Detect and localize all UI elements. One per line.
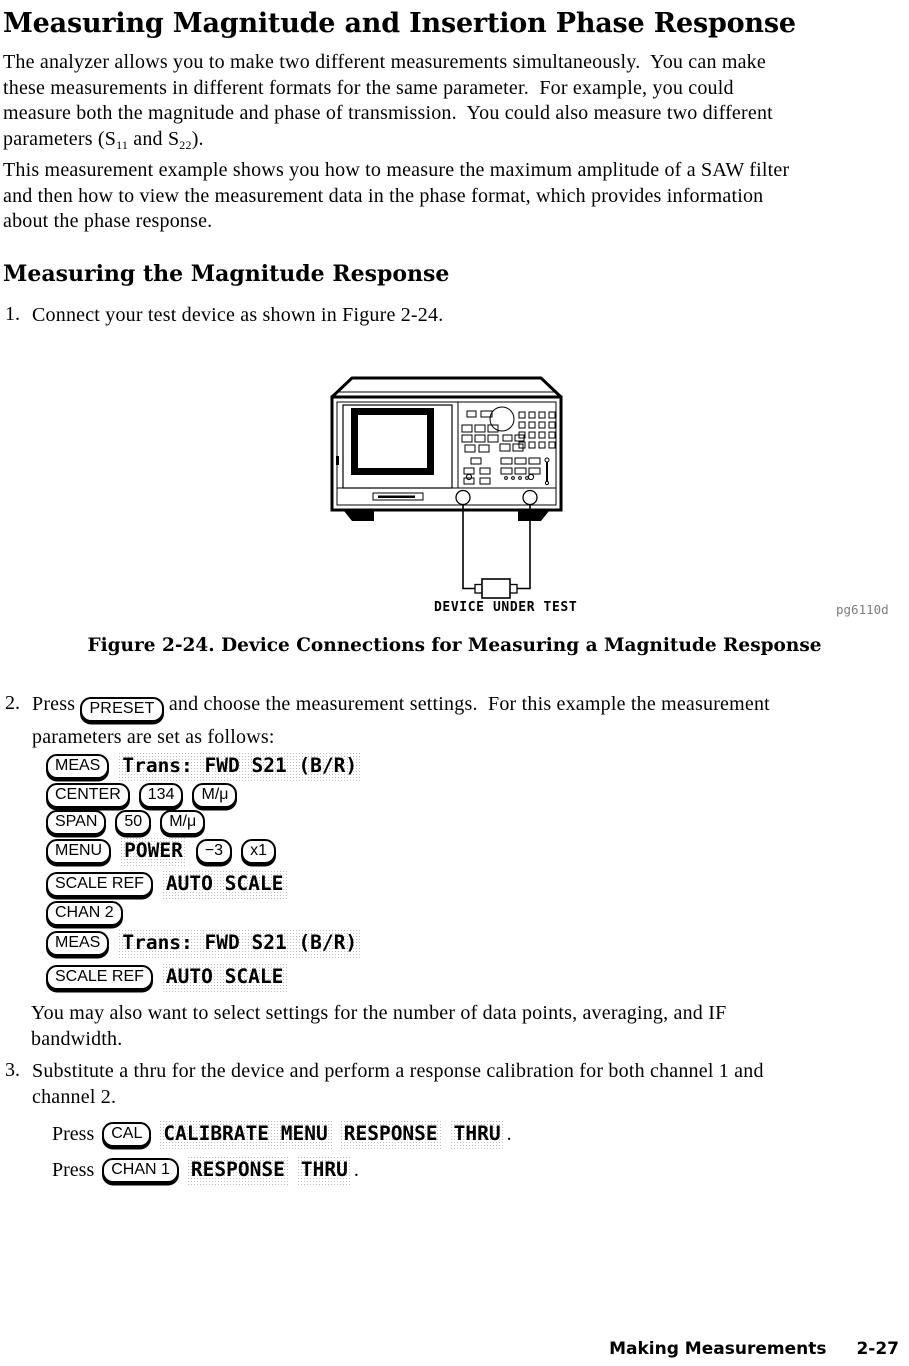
key-sequence-row (46, 783, 237, 808)
press-chan1-line (52, 1156, 359, 1185)
s-parameter-text: ). (191, 127, 204, 150)
sentence-period: . (353, 1158, 359, 1181)
paragraph-line: bandwidth. (31, 1027, 123, 1050)
key-sequence-row (46, 963, 287, 992)
key-sequence-row (46, 929, 361, 958)
paragraph-line (3, 127, 773, 159)
page-footer (609, 1339, 899, 1359)
note-paragraph (31, 1001, 726, 1052)
paragraph-line: measure both the magnitude and phase of transmission. You could also measure two different (3, 102, 773, 124)
key-sequence-row (46, 810, 205, 835)
softkey-trans-fwd-s21: Trans: FWD S21 (B/R) (118, 752, 361, 781)
device-under-test-box (482, 579, 510, 598)
key-sequence-row (46, 870, 287, 899)
step-number: 1. (5, 303, 20, 325)
s-parameter-text: parameters (S (3, 127, 117, 150)
analyzer-foot-left (344, 511, 374, 521)
softkey-trans-fwd-s21: Trans: FWD S21 (B/R) (118, 929, 361, 958)
analyzer-port2 (523, 491, 537, 505)
hardkey-cal: CAL (102, 1122, 151, 1147)
hardkey-134: 134 (139, 783, 184, 808)
hardkey-scale-ref: SCALE REF (46, 872, 153, 897)
page-title: Measuring Magnitude and Insertion Phase Response (3, 8, 796, 39)
footer-page-number: 2-27 (856, 1339, 899, 1359)
cable-port1 (463, 505, 476, 589)
dut-label: DEVICE UNDER TEST (434, 600, 578, 615)
step-number: 3. (5, 1059, 20, 1081)
footer-section-title: Making Measurements (609, 1339, 827, 1359)
softkey-power: POWER (120, 837, 187, 866)
analyzer-foot-right (518, 511, 549, 521)
step-number: 2. (5, 692, 20, 714)
hardkey-50: 50 (115, 810, 151, 835)
step-3 (5, 1059, 764, 1110)
hardkey-minus3: −3 (196, 839, 232, 864)
s22-subscript: 22 (179, 137, 192, 152)
s11-subscript: 11 (116, 137, 129, 152)
hardkey-m-mu: M/μ (160, 810, 205, 835)
softkey-thru: THRU (297, 1156, 352, 1185)
step-2 (5, 692, 770, 751)
hardkey-m-mu: M/μ (192, 783, 237, 808)
hardkey-scale-ref: SCALE REF (46, 965, 153, 990)
paragraph-line: This measurement example shows you how to measure the maximum amplitude of a SAW filter (3, 159, 790, 181)
hardkey-chan2: CHAN 2 (46, 901, 123, 926)
softkey-calibrate-menu: CALIBRATE MENU (159, 1120, 331, 1149)
hardkey-meas: MEAS (46, 931, 109, 956)
key-sequence-row (46, 901, 123, 926)
step-text: parameters are set as follows: (32, 726, 275, 748)
softkey-auto-scale: AUTO SCALE (162, 870, 287, 899)
press-text: Press (52, 1122, 95, 1145)
hardkey-meas: MEAS (46, 754, 109, 779)
hardkey-menu: MENU (46, 839, 111, 864)
figure-plot-id: pg6110d (836, 602, 889, 617)
paragraph-line: about the phase response. (3, 210, 213, 232)
analyzer-screen (358, 415, 427, 468)
step-text: channel 2. (32, 1085, 117, 1108)
sentence-period: . (506, 1122, 512, 1145)
hardkey-x1: x1 (241, 839, 276, 864)
softkey-auto-scale: AUTO SCALE (162, 963, 287, 992)
analyzer-port1 (456, 491, 470, 505)
hardkey-preset: PRESET (80, 697, 163, 722)
analyzer-lid (332, 378, 561, 397)
section-heading: Measuring the Magnitude Response (3, 261, 450, 287)
key-sequence-row (46, 752, 361, 781)
step-1 (5, 303, 443, 329)
s-parameter-text: and S (128, 127, 180, 150)
step-text: Connect your test device as shown in Figure 2-24. (32, 304, 444, 326)
intro-paragraph-2 (3, 158, 789, 235)
figure-caption: Figure 2-24. Device Connections for Measuring a Magnitude Response (87, 635, 822, 656)
paragraph-line: The analyzer allows you to make two different measurements simultaneously. You can make (3, 51, 766, 73)
hardkey-span: SPAN (46, 810, 106, 835)
step-text (32, 692, 770, 722)
step-text: Press (32, 693, 81, 715)
network-analyzer-illustration (325, 372, 578, 622)
softkey-response: RESPONSE (340, 1120, 442, 1149)
step-text: and choose the measurement settings. For this example the measurement (163, 693, 770, 715)
paragraph-line: You may also want to select settings for the number of data points, averaging, and IF (31, 1002, 727, 1024)
intro-paragraph-1 (3, 50, 773, 158)
hardkey-center: CENTER (46, 783, 130, 808)
paragraph-line: and then how to view the measurement data in the phase format, which provides information (3, 184, 764, 207)
press-cal-line (52, 1120, 512, 1149)
softkey-response: RESPONSE (187, 1156, 289, 1185)
paragraph-line: these measurements in different formats for the same parameter. For example, you could (3, 76, 734, 99)
hardkey-chan1: CHAN 1 (102, 1158, 179, 1183)
softkey-thru: THRU (450, 1120, 505, 1149)
step-text: Substitute a thru for the device and perform a response calibration for both channel 1 and (32, 1060, 764, 1082)
key-sequence-row (46, 837, 276, 866)
press-text: Press (52, 1158, 95, 1181)
